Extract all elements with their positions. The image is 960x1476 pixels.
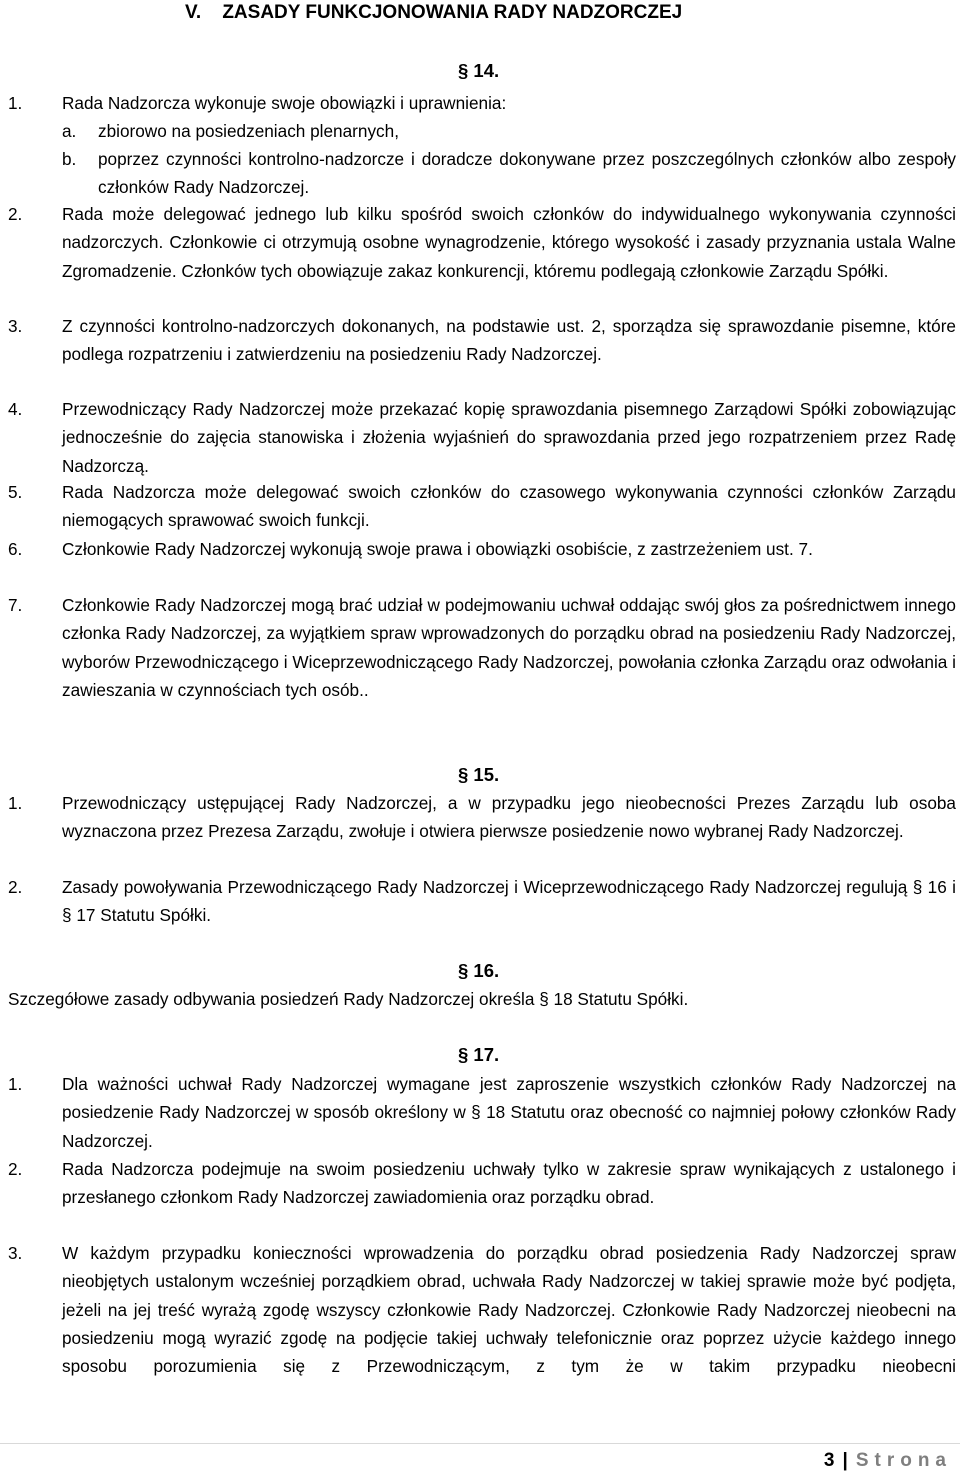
list-item <box>8 789 956 846</box>
list-item <box>8 1239 956 1380</box>
item-number: 3. <box>8 316 23 336</box>
sub-item-letter: a. <box>62 121 77 141</box>
item-number: 2. <box>8 204 23 224</box>
paragraph-number-16: § 16. <box>458 960 500 981</box>
list-item <box>8 312 956 369</box>
sub-item-letter: b. <box>62 149 77 169</box>
item-number: 5. <box>8 482 23 502</box>
item-text: Rada Nadzorcza może delegować swoich członków do czasowego wykonywania czynności członków Zarządu niemogących sprawować swoich funkcji. <box>62 482 956 531</box>
item-text: Przewodniczący Rady Nadzorczej może przekazać kopię sprawozdania pisemnego Zarządowi Spółki zobowiązując jednocześnie do zajęcia stanowiska i złożenia wyjaśnień do sprawozdania przed jego rozpatrzeniem przez Radę Nadzorczą. <box>62 399 956 476</box>
item-number: 6. <box>8 539 23 559</box>
item-text: Rada Nadzorcza wykonuje swoje obowiązki i uprawnienia: <box>62 93 507 113</box>
list-item <box>8 591 956 704</box>
sub-list-item <box>62 117 956 145</box>
footer-divider <box>0 1443 960 1444</box>
paragraph-text: Szczegółowe zasady odbywania posiedzeń Rady Nadzorczej określa § 18 Statutu Spółki. <box>8 989 689 1009</box>
item-text: Członkowie Rady Nadzorczej wykonują swoje prawa i obowiązki osobiście, z zastrzeżeniem ust. 7. <box>62 539 813 559</box>
page-word: Strona <box>855 1450 952 1471</box>
list-item <box>8 535 956 563</box>
item-number: 1. <box>8 793 23 813</box>
list-item <box>8 200 956 285</box>
chapter-heading: V. ZASADY FUNKCJONOWANIA RADY NADZORCZEJ <box>185 2 683 23</box>
list-item <box>8 89 956 117</box>
sub-item-text: poprzez czynności kontrolno-nadzorcze i doradcze dokonywane przez poszczególnych członków albo zespoły członków Rady Nadzorczej. <box>98 149 956 198</box>
item-number: 1. <box>8 1074 23 1094</box>
item-text: Rada może delegować jednego lub kilku spośród swoich członków do indywidualnego wykonywania czynności nadzorczych. Członkowie ci otrzymują osobne wynagrodzenie, którego wysokość i zasady przyznania ustala Walne Zgromadzenie. Członków tych obowiązuje zakaz konkurencji, któremu podlegają członkowie Zarządu Spółki. <box>62 204 956 281</box>
paragraph-number-15: § 15. <box>458 764 500 785</box>
list-item <box>8 1155 956 1212</box>
item-text: Członkowie Rady Nadzorczej mogą brać udział w podejmowaniu uchwał oddając swój głos za pośrednictwem innego członka Rady Nadzorczej, za wyjątkiem spraw wprowadzonych do porządku obrad na posiedzeniu Rady Nadzorczej, wyborów Przewodniczącego i Wiceprzewodniczącego Rady Nadzorczej, powołania członka Zarządu oraz odwołania i zawieszania w czynnościach tych osób.. <box>62 595 956 700</box>
item-number: 2. <box>8 877 23 897</box>
list-item <box>8 395 956 480</box>
sub-list-item <box>62 145 956 202</box>
item-number: 2. <box>8 1159 23 1179</box>
item-text: Przewodniczący ustępującej Rady Nadzorczej, a w przypadku jego nieobecności Prezes Zarządu lub osoba wyznaczona przez Prezesa Zarządu, zwołuje i otwiera pierwsze posiedzenie nowo wybranej Rady Nadzorczej. <box>62 793 956 842</box>
item-text: W każdym przypadku konieczności wprowadzenia do porządku obrad posiedzenia Rady Nadzorczej spraw nieobjętych ustalonym wcześniej porządkiem obrad, uchwała Rady Nadzorczej w takiej sprawie może być podjęta, jeżeli na jej treść wyrażą zgodę wszyscy członkowie Rady Nadzorczej. Członkowie Rady Nadzorczej nieobecni na posiedzeniu mogą wyrazić zgodę na podjęcie takiej uchwały telefonicznie oraz poprzez użycie każdego innego sposobu porozumienia się z Przewodniczącym, z tym że w takim przypadku nieobecni <box>62 1243 956 1377</box>
item-number: 3. <box>8 1243 23 1263</box>
paragraph-number-17: § 17. <box>458 1044 500 1065</box>
list-item <box>8 478 956 535</box>
footer-separator: | <box>842 1450 848 1471</box>
item-number: 7. <box>8 595 23 615</box>
paragraph-number-14: § 14. <box>458 60 500 81</box>
page-footer <box>824 1448 952 1474</box>
list-item <box>8 873 956 930</box>
item-text: Rada Nadzorcza podejmuje na swoim posiedzeniu uchwały tylko w zakresie spraw wynikających z ustalonego i przesłanego członkom Rady Nadzorczej zawiadomienia oraz porządku obrad. <box>62 1159 956 1208</box>
item-number: 4. <box>8 399 23 419</box>
item-number: 1. <box>8 93 23 113</box>
sub-item-text: zbiorowo na posiedzeniach plenarnych, <box>98 121 399 141</box>
item-text: Zasady powoływania Przewodniczącego Rady Nadzorczej i Wiceprzewodniczącego Rady Nadzorczej regulują § 16 i § 17 Statutu Spółki. <box>62 877 956 926</box>
item-text: Z czynności kontrolno-nadzorczych dokonanych, na podstawie ust. 2, sporządza się sprawozdanie pisemne, które podlega rozpatrzeniu i zatwierdzeniu na posiedzeniu Rady Nadzorczej. <box>62 316 956 365</box>
page-number: 3 <box>823 1450 835 1471</box>
list-item <box>8 1070 956 1155</box>
item-text: Dla ważności uchwał Rady Nadzorczej wymagane jest zaproszenie wszystkich członków Rady Nadzorczej na posiedzenie Rady Nadzorczej w sposób określony w § 18 Statutu oraz obecność co najmniej połowy członków Rady Nadzorczej. <box>62 1074 956 1151</box>
